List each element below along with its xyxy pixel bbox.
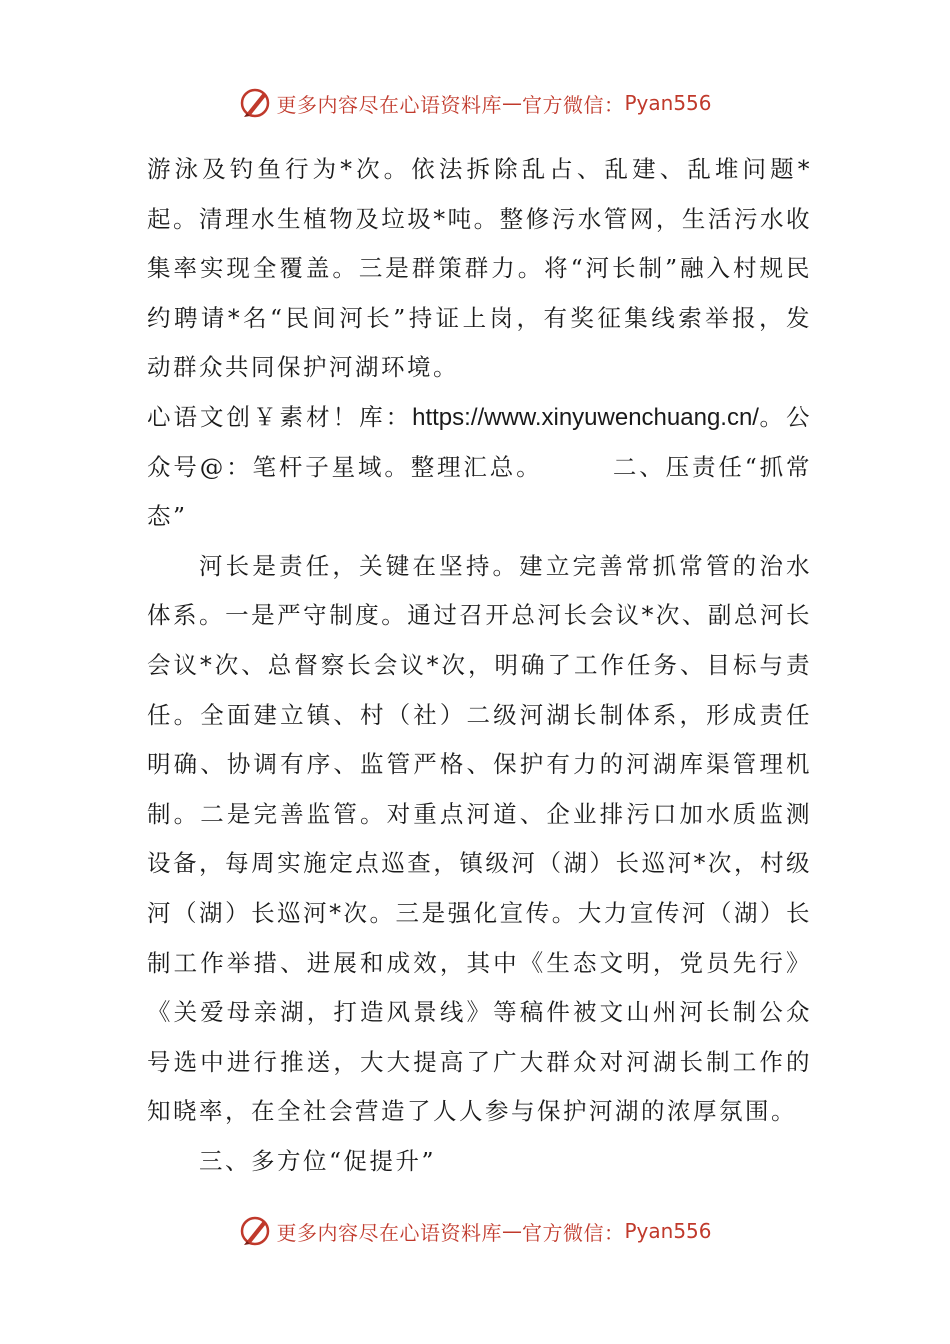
paragraph-3: 河长是责任，关键在坚持。建立完善常抓常管的治水体系。一是严守制度。通过召开总河长会议*次、副总河长会议*次、总督察长会议*次，明确了工作任务、目标与责任。全面建立镇、村（社）二级河湖长制体系，形成责任明确、协调有序、监管严格、保护有力的河湖库渠管理机制。二是完善监管。对重点河道、企业排污口加水质监测设备，每周实施定点巡查，镇级河（湖）长巡河*次，村级河（湖）长巡河*次。三是强化宣传。大力宣传河（湖）长制工作举措、进展和成效，其中《生态文明，党员先行》《关爱母亲湖，打造风景线》等稿件被文山州河长制公众号选中进行推送，大大提高了广大群众对河湖长制工作的知晓率，在全社会营造了人人参与保护河湖的浓厚氛围。 bbox=[147, 551, 812, 1126]
banner-separator: — bbox=[501, 91, 522, 115]
banner-text: 更多内容尽在心语资料库 bbox=[276, 92, 502, 117]
paragraph-1: 游泳及钓鱼行为*次。依法拆除乱占、乱建、乱堆问题*起。清理水生植物及垃圾*吨。整修污水管网，生活污水收集率实现全覆盖。三是群策群力。将“河长制”融入村规民约聘请*名“民间河长”持证上岗，有奖征集线索举报，发动群众共同保护河湖环境。 bbox=[147, 155, 812, 382]
source-prefix: 心语文创￥素材！库： bbox=[147, 402, 413, 431]
banner-contact-id: Pyan556 bbox=[624, 1219, 712, 1243]
document-body bbox=[147, 145, 812, 1186]
source-suffix: 。公众号@：笔杆子星域。整理汇总。 bbox=[147, 402, 813, 481]
banner-text: 更多内容尽在心语资料库 bbox=[276, 1220, 502, 1245]
banner-contact-label: 官方微信： bbox=[521, 1220, 625, 1245]
pen-logo-icon bbox=[238, 1214, 272, 1248]
paragraph-2 bbox=[147, 393, 812, 542]
section-heading-2: 二、压责任“抓常态” bbox=[147, 452, 813, 531]
banner-contact-id: Pyan556 bbox=[624, 91, 712, 115]
section-heading-3: 三、多方位“促提升” bbox=[199, 1146, 437, 1175]
pen-logo-icon bbox=[238, 86, 272, 120]
source-url-link[interactable]: https://www.xinyuwenchuang.cn/ bbox=[412, 403, 759, 431]
banner-separator: — bbox=[501, 1219, 522, 1243]
footer-banner bbox=[0, 1211, 950, 1251]
banner-contact-label: 官方微信： bbox=[521, 92, 625, 117]
header-banner bbox=[0, 83, 950, 123]
